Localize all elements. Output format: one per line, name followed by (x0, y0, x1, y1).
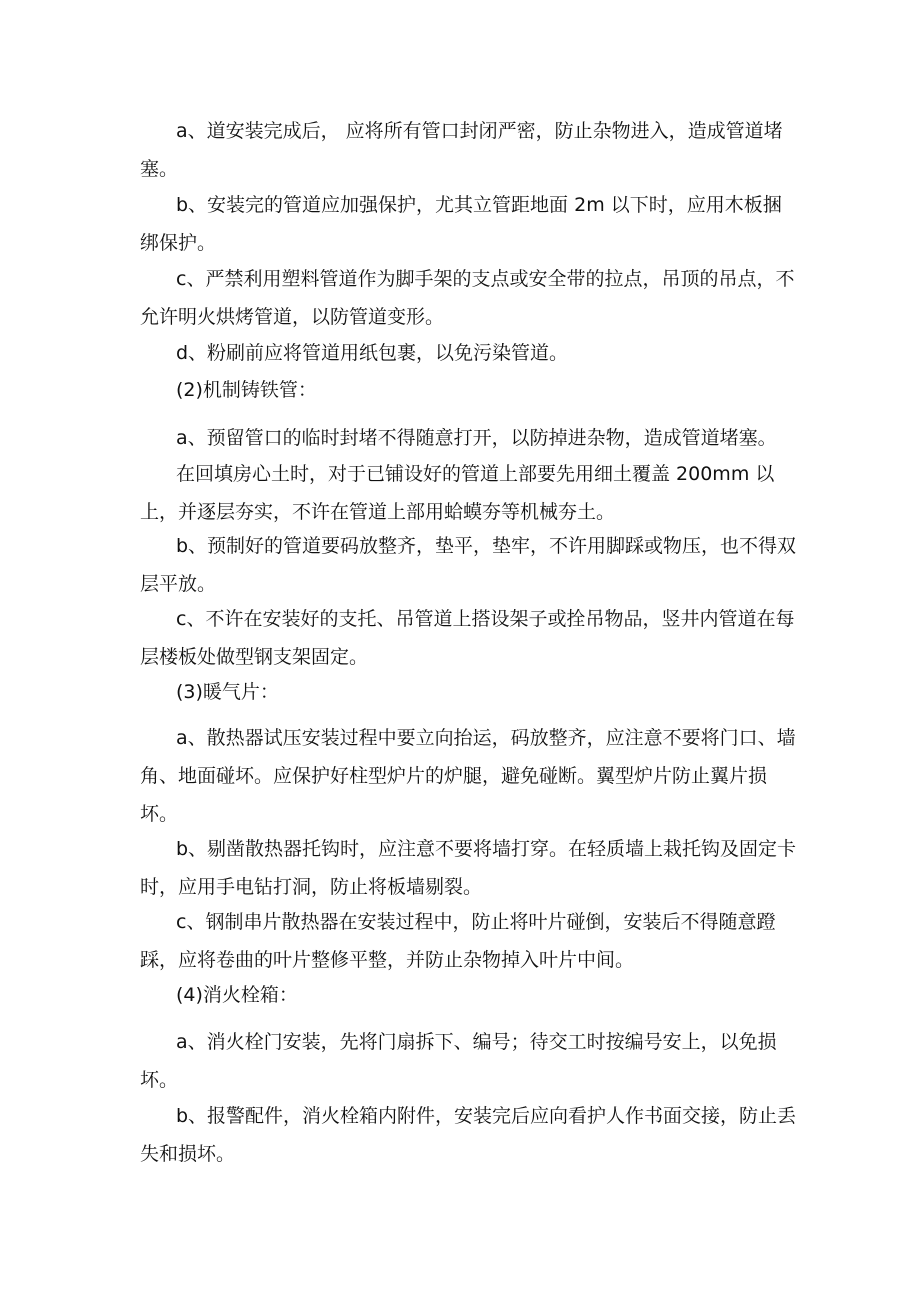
paragraph-hydrant-b: b、报警配件，消火栓箱内附件，安装完后应向看护人作书面交接，防止丢失和损坏。 (140, 1105, 797, 1165)
paragraph-plastic-c: c、严禁利用塑料管道作为脚手架的支点或安全带的拉点，吊顶的吊点，不允许明火烘烤管道，以防管道变形。 (140, 268, 795, 328)
paragraph-radiator-a: a、散热器试压安装过程中要立向抬运，码放整齐，应注意不要将门口、墙角、地面碰坏。应保护好柱型炉片的炉腿，避免碰断。翼型炉片防止翼片损坏。 (140, 727, 796, 825)
paragraph-hydrant-a: a、消火栓门安装，先将门扇拆下、编号；待交工时按编号安上，以免损坏。 (140, 1031, 777, 1091)
paragraph-cast-iron-backfill: 在回填房心土时，对于已铺设好的管道上部要先用细土覆盖 200mm 以上，并逐层夯实，不许在管道上部用蛤蟆夯等机械夯土。 (140, 463, 775, 523)
section-heading-radiator: (3)暖气片： (176, 681, 279, 703)
paragraph-plastic-d: d、粉刷前应将管道用纸包裹，以免污染管道。 (176, 342, 569, 364)
paragraph-cast-iron-c: c、不许在安装好的支托、吊管道上搭设架子或拴吊物品，竖井内管道在每层楼板处做型钢支架固定。 (140, 608, 795, 668)
paragraph-plastic-a: a、道安装完成后， 应将所有管口封闭严密，防止杂物进入，造成管道堵塞。 (140, 120, 783, 180)
section-heading-cast-iron: (2)机制铸铁管： (176, 379, 317, 401)
paragraph-cast-iron-a: a、预留管口的临时封堵不得随意打开，以防掉进杂物，造成管道堵塞。 (176, 427, 777, 449)
paragraph-radiator-c: c、钢制串片散热器在安装过程中，防止将叶片碰倒，安装后不得随意蹬踩，应将卷曲的叶片整修平整，并防止杂物掉入叶片中间。 (140, 911, 776, 971)
paragraph-plastic-b: b、安装完的管道应加强保护，尤其立管距地面 2m 以下时，应用木板捆绑保护。 (140, 194, 782, 254)
paragraph-cast-iron-b: b、预制好的管道要码放整齐，垫平，垫牢，不许用脚踩或物压，也不得双层平放。 (140, 535, 797, 595)
paragraph-radiator-b: b、剔凿散热器托钩时，应注意不要将墙打穿。在轻质墙上栽托钩及固定卡时，应用手电钻打洞，防止将板墙剔裂。 (140, 838, 797, 898)
section-heading-hydrant-box: (4)消火栓箱： (176, 984, 298, 1006)
